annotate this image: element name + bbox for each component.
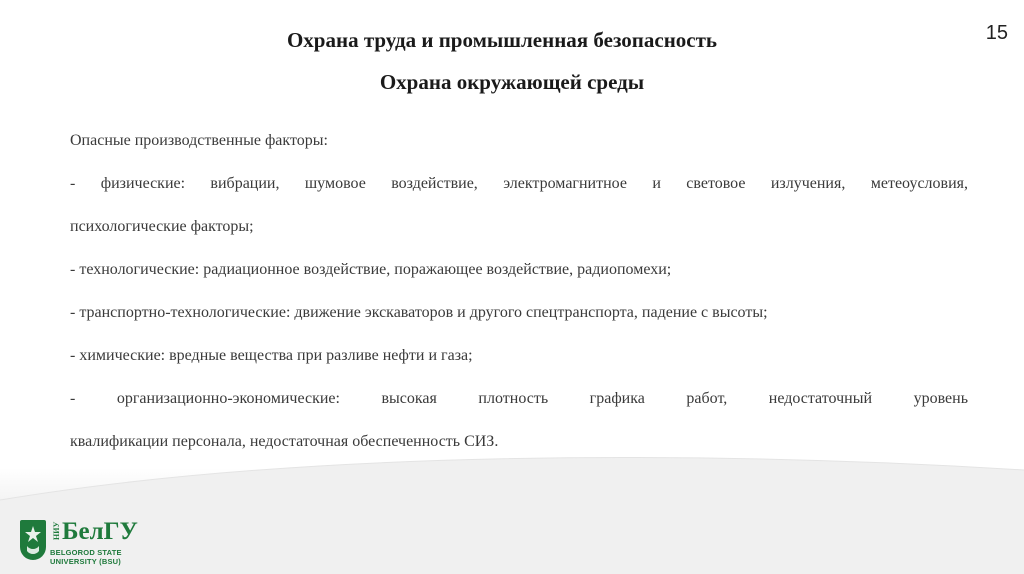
paragraph-heading: Опасные производственные факторы: — [70, 132, 328, 149]
university-logo — [20, 518, 160, 568]
list-item-transport: - транспортно-технологические: движение экскаваторов и другого спецтранспорта, падение с высоты; — [70, 304, 768, 321]
logo-line-2: UNIVERSITY (BSU) — [50, 557, 121, 566]
list-item-organizational: - организационно-экономические: высокая плотность графика работ, недостаточный уровень — [70, 390, 968, 407]
logo-name: БелГУ — [62, 518, 138, 545]
list-item-technological: - технологические: радиационное воздействие, поражающее воздействие, радиопомехи; — [70, 261, 672, 278]
page-number: 15 — [985, 22, 1008, 44]
logo-line-1: BELGOROD STATE — [50, 548, 122, 557]
list-item-organizational-cont: квалификации персонала, недостаточная обеспеченность СИЗ. — [70, 433, 499, 450]
logo-niu: НИУ — [52, 521, 61, 540]
list-item-physical: - физические: вибрации, шумовое воздействие, электромагнитное и световое излучения, метеоусловия, — [70, 175, 968, 192]
content-body — [70, 130, 968, 474]
list-item-physical-cont: психологические факторы; — [70, 218, 254, 235]
list-item-chemical: - химические: вредные вещества при разливе нефти и газа; — [70, 347, 473, 364]
logo-shield-icon — [20, 520, 46, 560]
slide-title: Охрана труда и промышленная безопасность — [286, 28, 718, 52]
logo-wordmark — [50, 518, 160, 568]
slide-subtitle: Охрана окружающей среды — [379, 70, 645, 94]
